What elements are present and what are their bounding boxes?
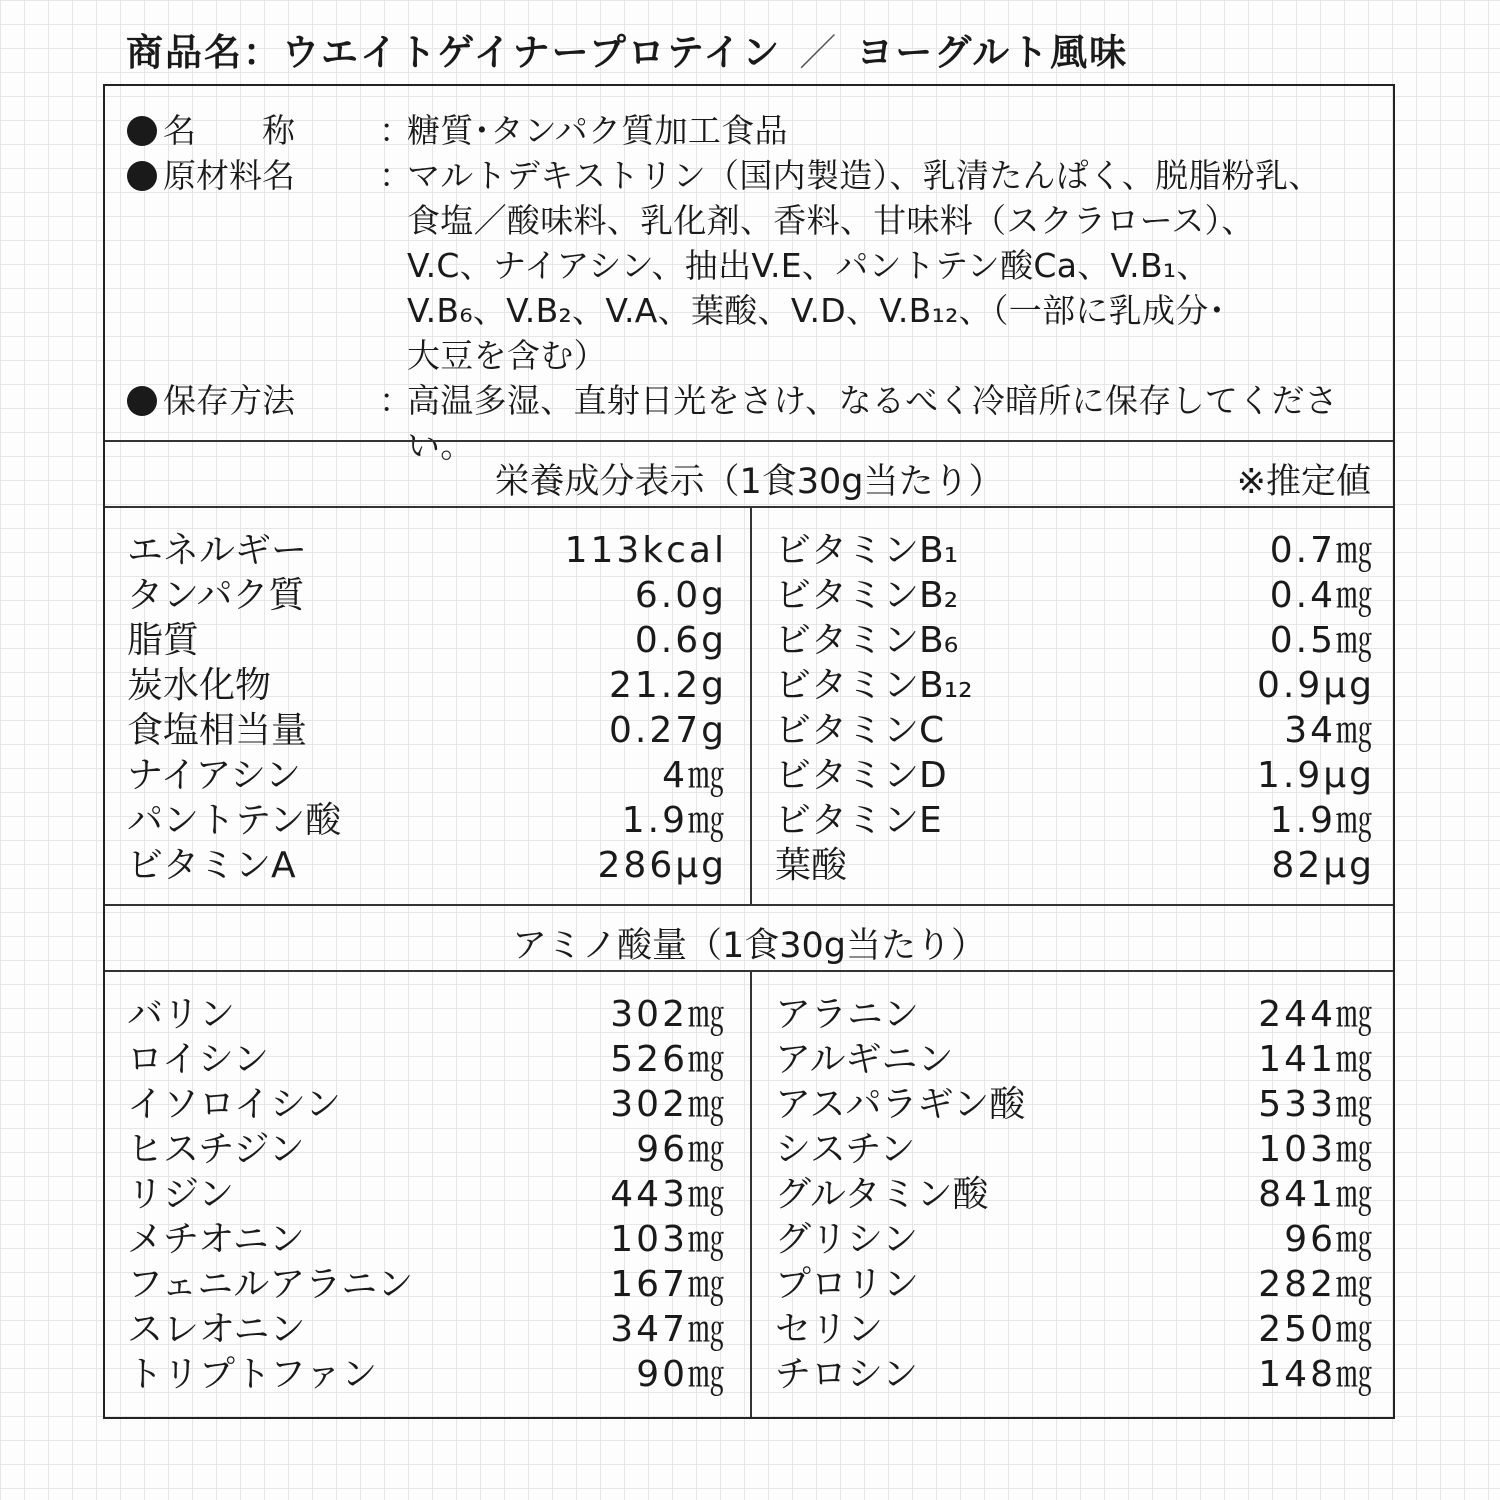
nutrition-title: 栄養成分表示（1食30g当たり）	[494, 462, 1004, 502]
info-row-ingredients	[127, 153, 1377, 378]
amino-row: バリン 302㎎	[127, 994, 727, 1035]
nutrient-row: パントテン酸 1.9㎎	[127, 800, 727, 841]
nutrient-row: 脂質 0.6g	[127, 620, 727, 661]
divider	[105, 970, 1393, 972]
product-flavor: ヨーグルト風味	[856, 31, 1129, 74]
amino-row: アスパラギン酸 533㎎	[775, 1084, 1375, 1125]
nutrient-row: エネルギー 113kcal	[127, 530, 727, 571]
nutrition-right	[775, 528, 1375, 888]
nutrition-note: ※推定値	[1236, 462, 1371, 502]
nutrient-row: ビタミンE 1.9㎎	[775, 800, 1375, 841]
amino-left	[127, 992, 727, 1397]
amino-row: トリプトファン 90㎎	[127, 1354, 727, 1395]
nutrient-row: ビタミンA 286μg	[127, 845, 727, 886]
nutrient-row: ナイアシン 4㎎	[127, 755, 727, 796]
divider	[105, 440, 1393, 442]
amino-row: プロリン 282㎎	[775, 1264, 1375, 1305]
bullet-icon	[127, 161, 157, 191]
info-value: 高温多湿、直射日光をさけ、なるべく冷暗所に保存してください。	[407, 381, 1339, 465]
info-value: 糖質･タンパク質加工食品	[407, 111, 788, 150]
info-row-name	[127, 108, 1377, 153]
info-value: マルトデキストリン（国内製造）、乳清たんぱく、脱脂粉乳、 食塩／酸味料、乳化剤、香料、甘味料（スクラロース）、 V.C、ナイアシン、抽出V.E、パントテン酸Ca、V.B₁、 V.B₆、V.B₂、V.A、葉酸、V.D、V.B₁₂、（一部に乳成分･ 大豆を含む）	[407, 156, 1322, 375]
nutrition-left	[127, 528, 727, 888]
amino-row: スレオニン 347㎎	[127, 1309, 727, 1350]
amino-row: セリン 250㎎	[775, 1309, 1375, 1350]
nutrient-row: ビタミンB₂ 0.4㎎	[775, 575, 1375, 616]
column-divider	[750, 970, 752, 1417]
amino-right	[775, 992, 1375, 1397]
product-title	[126, 22, 1128, 76]
info-label: 原材料名	[163, 156, 295, 195]
nutrient-row: タンパク質 6.0g	[127, 575, 727, 616]
info-label: 名 称	[163, 111, 295, 150]
info-colon: ：	[379, 111, 412, 150]
divider	[105, 506, 1393, 508]
bullet-icon	[127, 116, 157, 146]
amino-row: イソロイシン 302㎎	[127, 1084, 727, 1125]
amino-title: アミノ酸量（1食30g当たり）	[511, 926, 987, 966]
info-label: 保存方法	[163, 381, 295, 420]
divider	[105, 904, 1393, 906]
amino-row: ロイシン 526㎎	[127, 1039, 727, 1080]
nutrient-row: ビタミンB₁₂ 0.9μg	[775, 665, 1375, 706]
amino-row: グリシン 96㎎	[775, 1219, 1375, 1260]
amino-row: リジン 443㎎	[127, 1174, 727, 1215]
product-separator: ：	[243, 31, 282, 74]
amino-row: フェニルアラニン 167㎎	[127, 1264, 727, 1305]
nutrient-row: ビタミンB₆ 0.5㎎	[775, 620, 1375, 661]
nutrient-row: 食塩相当量 0.27g	[127, 710, 727, 751]
product-name: ウエイトゲイナープロテイン	[282, 31, 782, 74]
amino-row: ヒスチジン 96㎎	[127, 1129, 727, 1170]
label-table	[103, 84, 1395, 1419]
amino-row: グルタミン酸 841㎎	[775, 1174, 1375, 1215]
column-divider	[750, 506, 752, 904]
nutrient-row: 葉酸 82μg	[775, 845, 1375, 886]
bullet-icon	[127, 386, 157, 416]
amino-row: アラニン 244㎎	[775, 994, 1375, 1035]
nutrient-row: ビタミンD 1.9μg	[775, 755, 1375, 796]
title-slash: ／	[799, 31, 839, 74]
info-colon: ：	[379, 381, 412, 420]
amino-row: アルギニン 141㎎	[775, 1039, 1375, 1080]
nutrient-row: 炭水化物 21.2g	[127, 665, 727, 706]
amino-row: シスチン 103㎎	[775, 1129, 1375, 1170]
info-colon: ：	[379, 156, 412, 195]
product-label: 商品名	[126, 31, 243, 74]
product-info	[127, 108, 1377, 468]
amino-row: チロシン 148㎎	[775, 1354, 1375, 1395]
nutrient-row: ビタミンB₁ 0.7㎎	[775, 530, 1375, 571]
amino-row: メチオニン 103㎎	[127, 1219, 727, 1260]
nutrient-row: ビタミンC 34㎎	[775, 710, 1375, 751]
